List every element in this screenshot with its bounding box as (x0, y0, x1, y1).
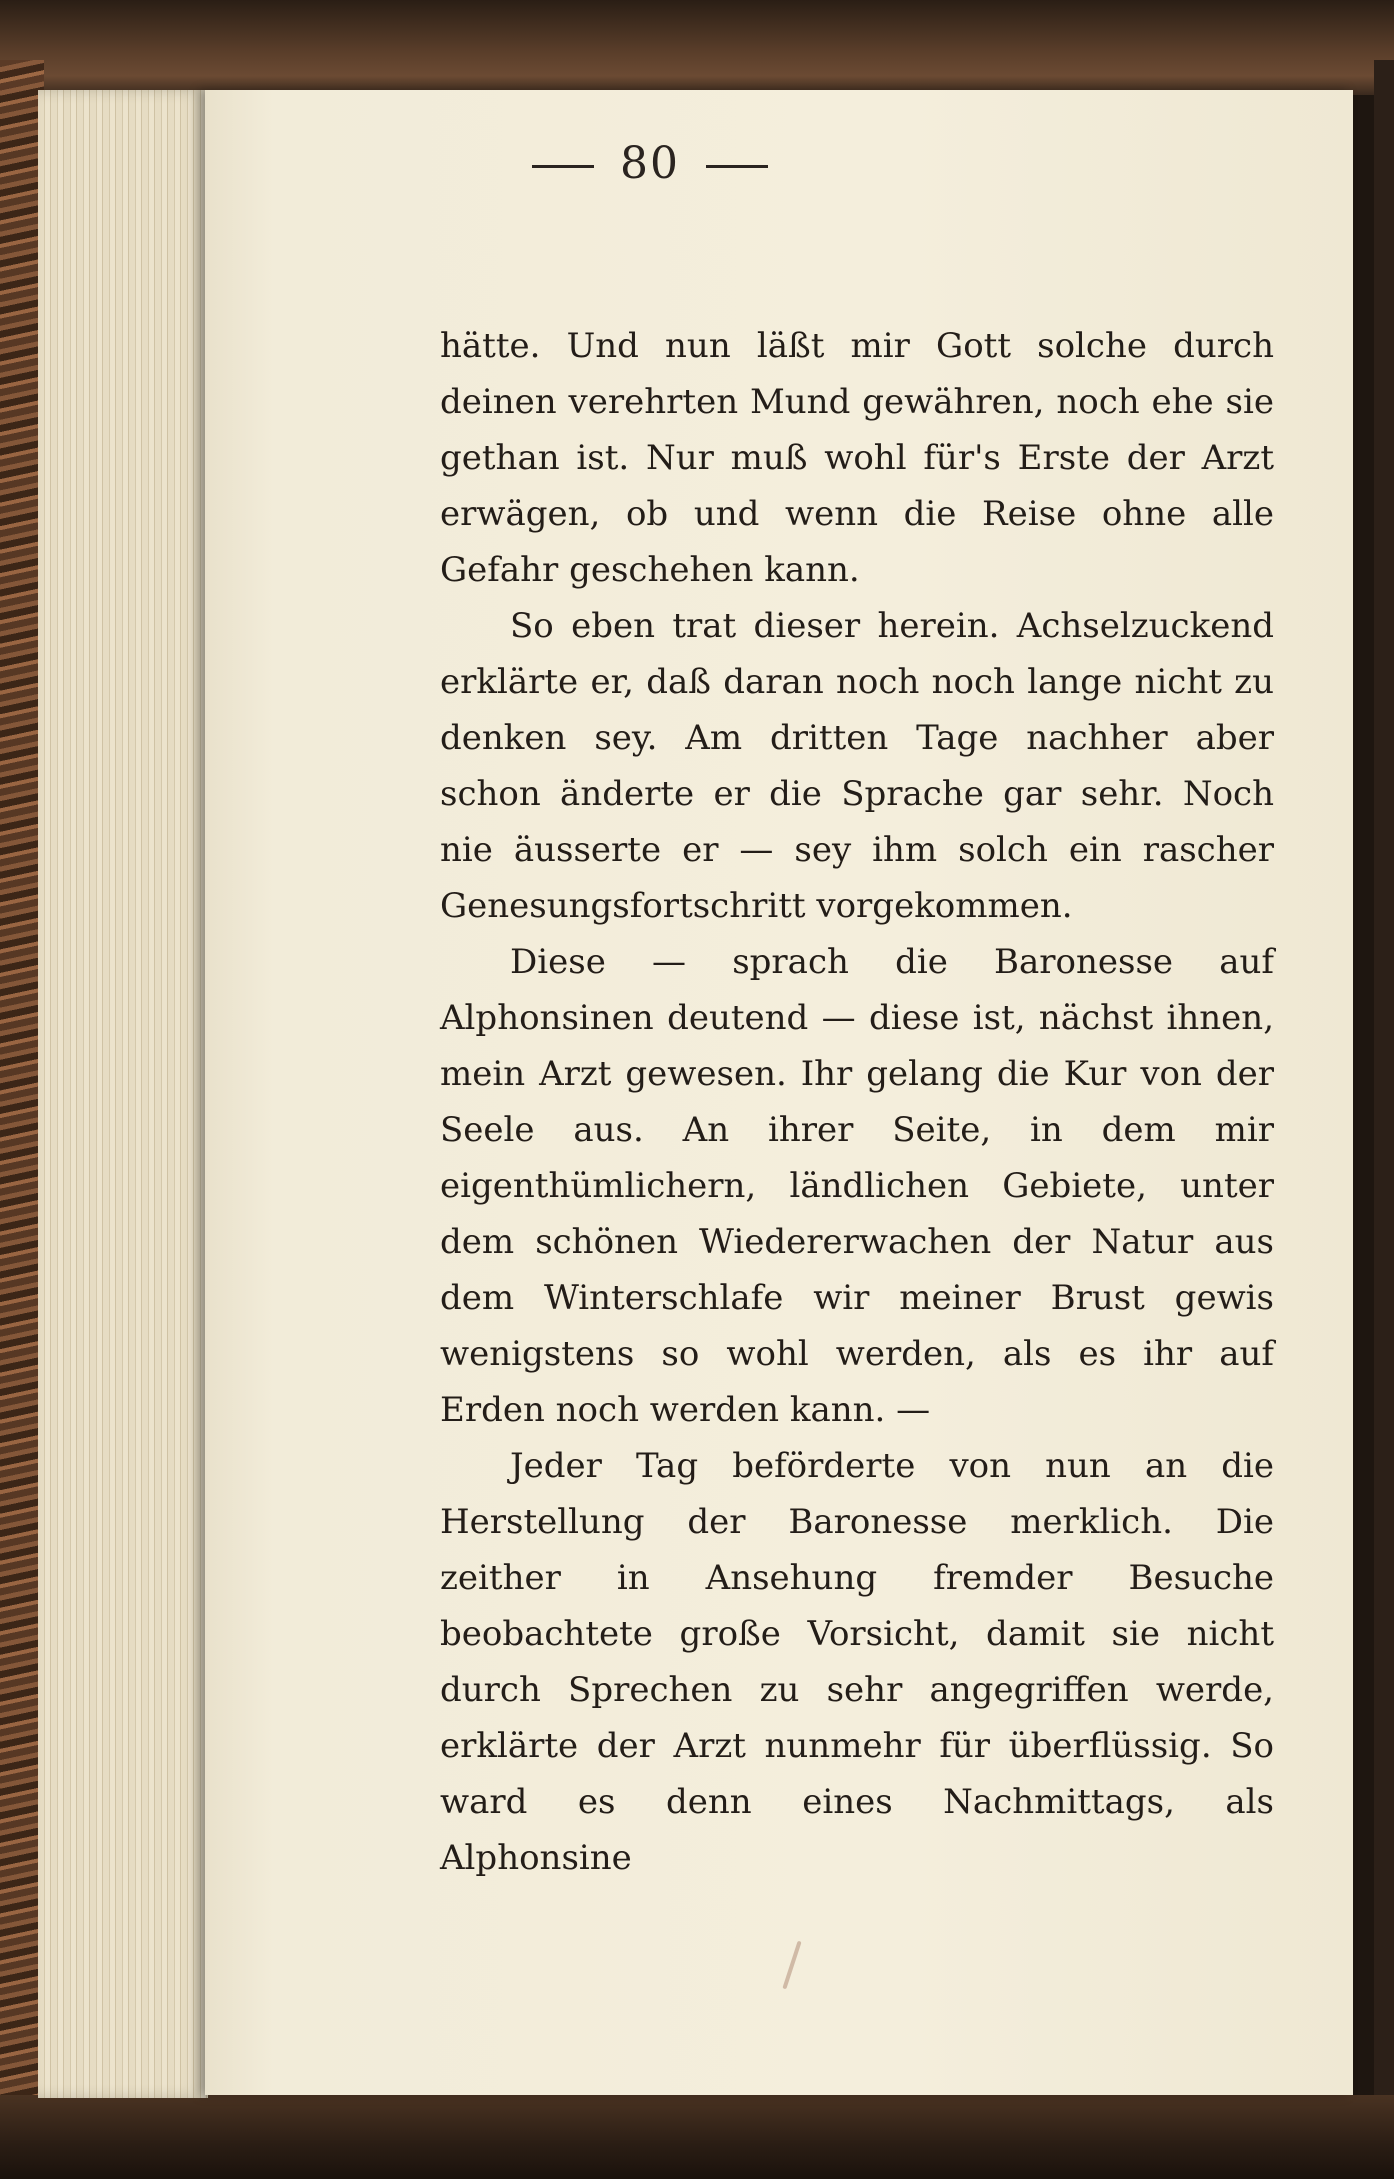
paragraph-4: Jeder Tag beförderte von nun an die Herstellung der Baronesse merklich. Die zeither in Ansehung fremder Besuche beobachtete große Vorsicht, damit sie nicht durch Sprechen zu sehr angegriffen werde, erklärte der Arzt nunmehr für überflüssig. So ward es denn eines Nachmittags, als Alphonsine (440, 1446, 1274, 1878)
right-dash (706, 165, 768, 168)
left-dash (532, 165, 594, 168)
stacked-page-edges (38, 90, 208, 2098)
book-cover-right-edge (1374, 60, 1394, 2120)
book-cover-bottom (0, 2095, 1394, 2179)
page-number-header (0, 138, 1300, 189)
book-cover-top (0, 0, 1394, 95)
paragraph-2: So eben trat dieser herein. Achselzuckend erklärte er, daß daran noch noch lange nicht zu denken sey. Am dritten Tage nachher aber schon änderte er die Sprache gar sehr. Noch nie äusserte er — sey ihm solch ein rascher Genesungsfortschritt vorgekommen. (440, 606, 1274, 926)
paragraph-3: Diese — sprach die Baronesse auf Alphonsinen deutend — diese ist, nächst ihnen, mein Arzt gewesen. Ihr gelang die Kur von der Seele aus. An ihrer Seite, in dem mir eigenthümlichern, ländlichen Gebiete, unter dem schönen Wiedererwachen der Natur aus dem Winterschlafe wir meiner Brust gewis wenigstens so wohl werden, als es ihr auf Erden noch werden kann. — (440, 942, 1274, 1430)
body-text (440, 318, 1274, 1886)
page-number: 80 (620, 138, 680, 189)
paragraph-1: hätte. Und nun läßt mir Gott solche durch deinen verehrten Mund gewähren, noch ehe sie gethan ist. Nur muß wohl für's Erste der Arzt erwägen, ob und wenn die Reise ohne alle Gefahr geschehen kann. (440, 326, 1274, 590)
